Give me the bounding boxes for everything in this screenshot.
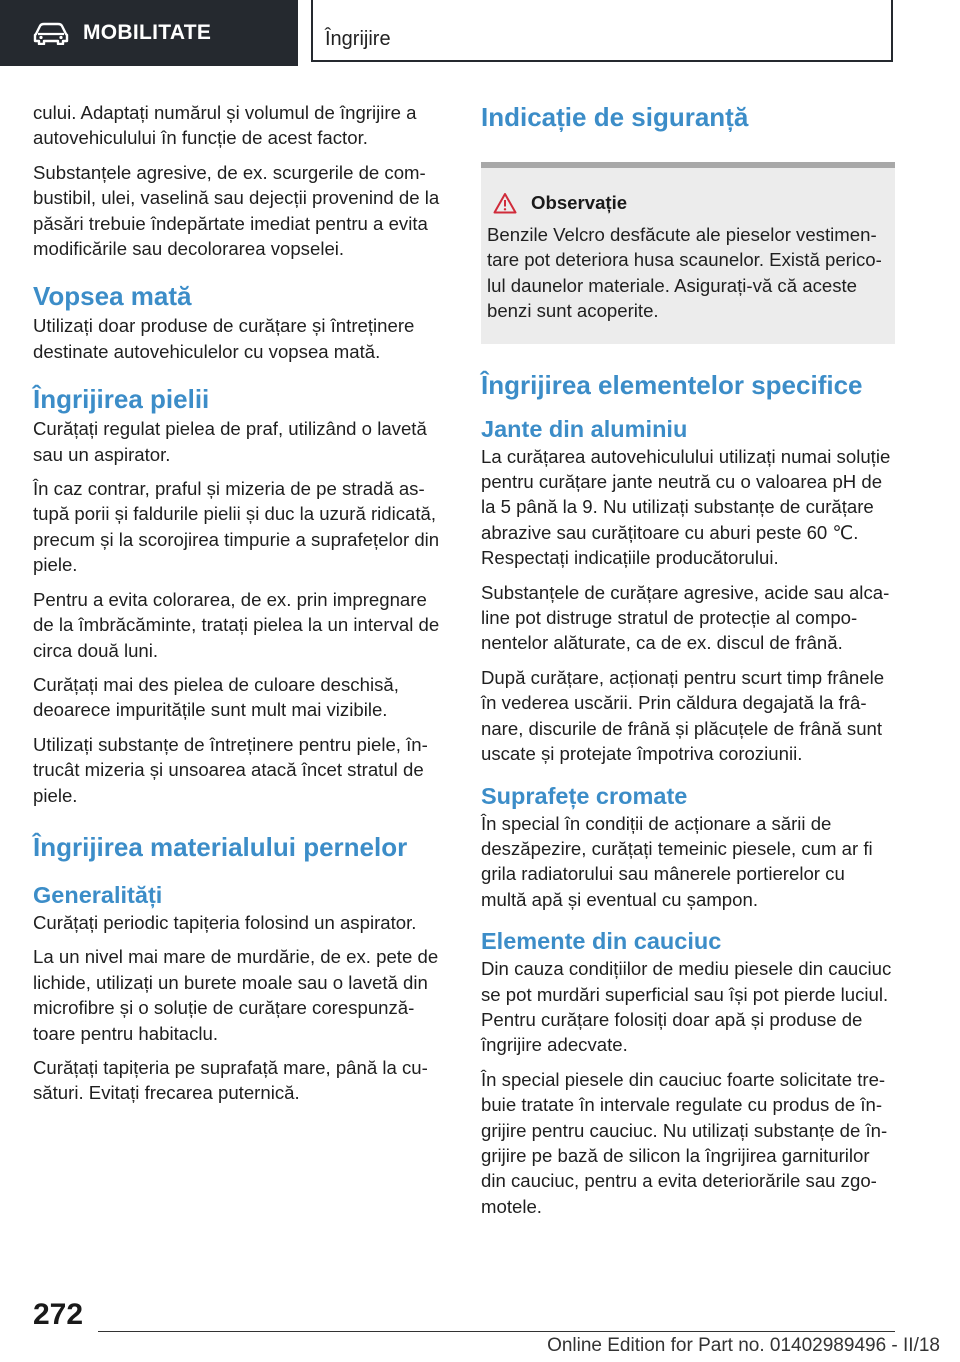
paragraph: Din cauza condițiilor de mediu piesele din cauciuc se pot murdări superficial sau își pot pierde luciul. Pentru curățare folosiți doar apă și produse de îngrijire adecvate. [481, 958, 892, 1056]
notice-title: Observație [531, 192, 628, 213]
notice-box [481, 162, 895, 344]
paragraph: Curățați tapițeria pe suprafață mare, până la cusături. Evitați frecarea puternică. [33, 1056, 428, 1104]
paragraph: Curățați mai des pielea de culoare deschisă, deoarece impuritățile sunt mult mai vizibile. [33, 673, 399, 721]
paragraph: La un nivel mai mare de murdărie, de ex. pete de lichide, utilizați un burete moale sau o lavetă din microfibre și o soluție de curățare corespunzătoare pentru habitaclu. [33, 946, 439, 1044]
paragraph: La curățarea autovehiculului utilizați numai soluție pentru curățare jante neutră cu o valoarea pH de la 5 până la 9. Nu utilizați substanțe de curățare abrazive sau curățitoare cu aburi peste 60 ℃. Respectați indicațiile producătorului. [481, 445, 891, 569]
paragraph: În special piesele din cauciuc foarte solicitate trebuie tratate în intervale regulate cu produs de îngrijire pentru cauciuc. Nu utilizați substanțe de îngrijire pe bază de silicon la îngrijirea garniturilor din cauciuc, pentru a evita deteriorările sau zgomotele. [481, 1068, 888, 1217]
paragraph: În special în condiții de acționare a sării de deszăpezire, curățați temeinic piesele, cum ar fi grila radiatorului sau mânerele portierelor cu multă apă și eventual cu șampon. [481, 812, 873, 910]
paragraph: cului. Adaptați numărul și volumul de îngrijire a autovehiculului în funcție de acest factor. [33, 102, 417, 149]
paragraph: Pentru a evita colorarea, de ex. prin impregnare de la îmbrăcăminte, tratați pielea la un interval de circa două luni. [33, 588, 440, 661]
specific-elements-heading: Îngrijirea elementelor specifice [481, 369, 863, 400]
general-heading: Generalități [33, 881, 163, 908]
chapter-tab [311, 0, 893, 62]
chrome-surfaces-heading: Suprafețe cromate [481, 782, 688, 809]
paragraph: După curățare, acționați pentru scurt timp frânele în vederea uscării. Prin căldura degajată la frânare, discurile de frână și plăcuțele de frână sunt uscate și protejate împotriva coroziunii. [481, 666, 885, 765]
paragraph: Utilizați doar produse de curățare și întreținere destinate autovehiculelor cu vopsea mată. [33, 315, 415, 362]
notice-title-row [493, 192, 889, 214]
warning-triangle-icon [493, 192, 517, 214]
section-label: MOBILITATE [83, 21, 212, 44]
left-column [33, 100, 449, 1115]
page-number: 272 [33, 1298, 84, 1331]
leather-care-heading: Îngrijirea pielii [33, 384, 210, 415]
paragraph: Utilizați substanțe de întreținere pentru piele, întrucât mizeria și unsoarea atacă încet stratul de piele. [33, 733, 428, 806]
matte-paint-heading: Vopsea mată [33, 281, 192, 312]
car-icon [33, 21, 69, 45]
paragraph: În caz contrar, praful și mizeria de pe stradă astupă porii și faldurile pielii și duc la uzură ridicată, precum și la scorojirea timpurie a suprafețelor din piele. [33, 478, 440, 576]
footer-divider [98, 1331, 895, 1332]
page-header [0, 0, 960, 66]
upholstery-care-heading: Îngrijirea materialului pernelor [33, 831, 408, 862]
edition-footer: Online Edition for Part no. 01402989496 - II/18 [547, 1335, 940, 1356]
paragraph: Substanțele de curățare agresive, acide sau alcaline pot distruge stratul de protecție al componentelor alăturate, ca de ex. discul de frână. [481, 581, 890, 654]
notice-text: Benzile Velcro desfăcute ale pieselor vestimentare pot deteriora husa scaunelor. Există pericolul daunelor materiale. Asigurați-vă că aceste benzi sunt acoperite. [487, 224, 882, 322]
rubber-elements-heading: Elemente din cauciuc [481, 928, 722, 955]
safety-heading: Indicație de siguranță [481, 102, 749, 132]
chapter-label: Îngrijire [325, 28, 391, 50]
section-tab [0, 0, 298, 66]
right-column [481, 100, 895, 1228]
paragraph: Substanțele agresive, de ex. scurgerile de combustibil, ulei, vaselină sau dejecții provenind de la păsări trebuie îndepărtate imediat pentru a evita modificările sau decolorarea vopselei. [33, 161, 440, 260]
paragraph: Curățați periodic tapițeria folosind un aspirator. [33, 911, 417, 933]
paragraph: Curățați regulat pielea de praf, utilizând o lavetă sau un aspirator. [33, 418, 427, 465]
alloy-wheels-heading: Jante din aluminiu [481, 415, 688, 442]
